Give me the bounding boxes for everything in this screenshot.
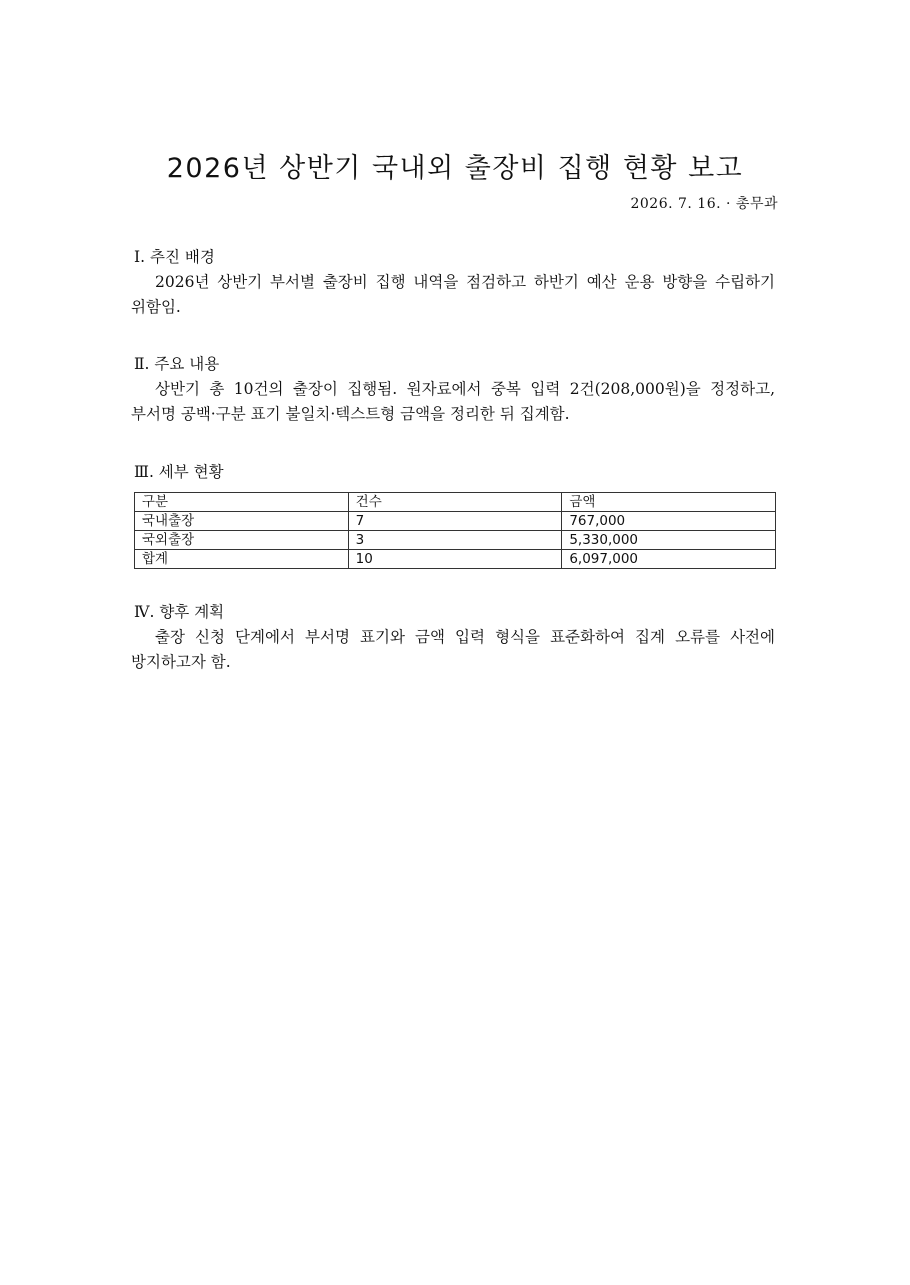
- table-cell: 6,097,000: [562, 550, 776, 569]
- table-header-cell: 금액: [562, 493, 776, 512]
- table-cell: 3: [348, 531, 562, 550]
- section-heading-main-content: Ⅱ. 주요 내용: [134, 355, 220, 373]
- table-cell: 7: [348, 512, 562, 531]
- section-heading-background: Ⅰ. 추진 배경: [134, 248, 215, 266]
- table-cell: 5,330,000: [562, 531, 776, 550]
- table-header-cell: 건수: [348, 493, 562, 512]
- table-row: [135, 512, 776, 531]
- document-title: 2026년 상반기 국내외 출장비 집행 현황 보고: [166, 153, 744, 184]
- expense-summary-table: [134, 492, 776, 569]
- table-header-row: [135, 493, 776, 512]
- section-body-main-content: 상반기 총 10건의 출장이 집행됨. 원자료에서 중복 입력 2건(208,000원)을 정정하고, 부서명 공백·구분 표기 불일치·텍스트형 금액을 정리한 뒤 집계함.: [131, 380, 775, 423]
- table-cell: 합계: [135, 550, 349, 569]
- table-row: [135, 550, 776, 569]
- section-heading-future-plan: Ⅳ. 향후 계획: [134, 603, 225, 621]
- section-body-future-plan: 출장 신청 단계에서 부서명 표기와 금액 입력 형식을 표준화하여 집계 오류를 사전에 방지하고자 함.: [131, 628, 775, 671]
- table-cell: 국내출장: [135, 512, 349, 531]
- table-cell: 767,000: [562, 512, 776, 531]
- table-cell: 10: [348, 550, 562, 569]
- table-row: [135, 531, 776, 550]
- table-header-cell: 구분: [135, 493, 349, 512]
- document-date-department: 2026. 7. 16. · 총무과: [630, 196, 778, 212]
- section-heading-details: Ⅲ. 세부 현황: [134, 463, 224, 481]
- table-cell: 국외출장: [135, 531, 349, 550]
- section-body-background: 2026년 상반기 부서별 출장비 집행 내역을 점검하고 하반기 예산 운용 방향을 수립하기 위함임.: [131, 273, 775, 316]
